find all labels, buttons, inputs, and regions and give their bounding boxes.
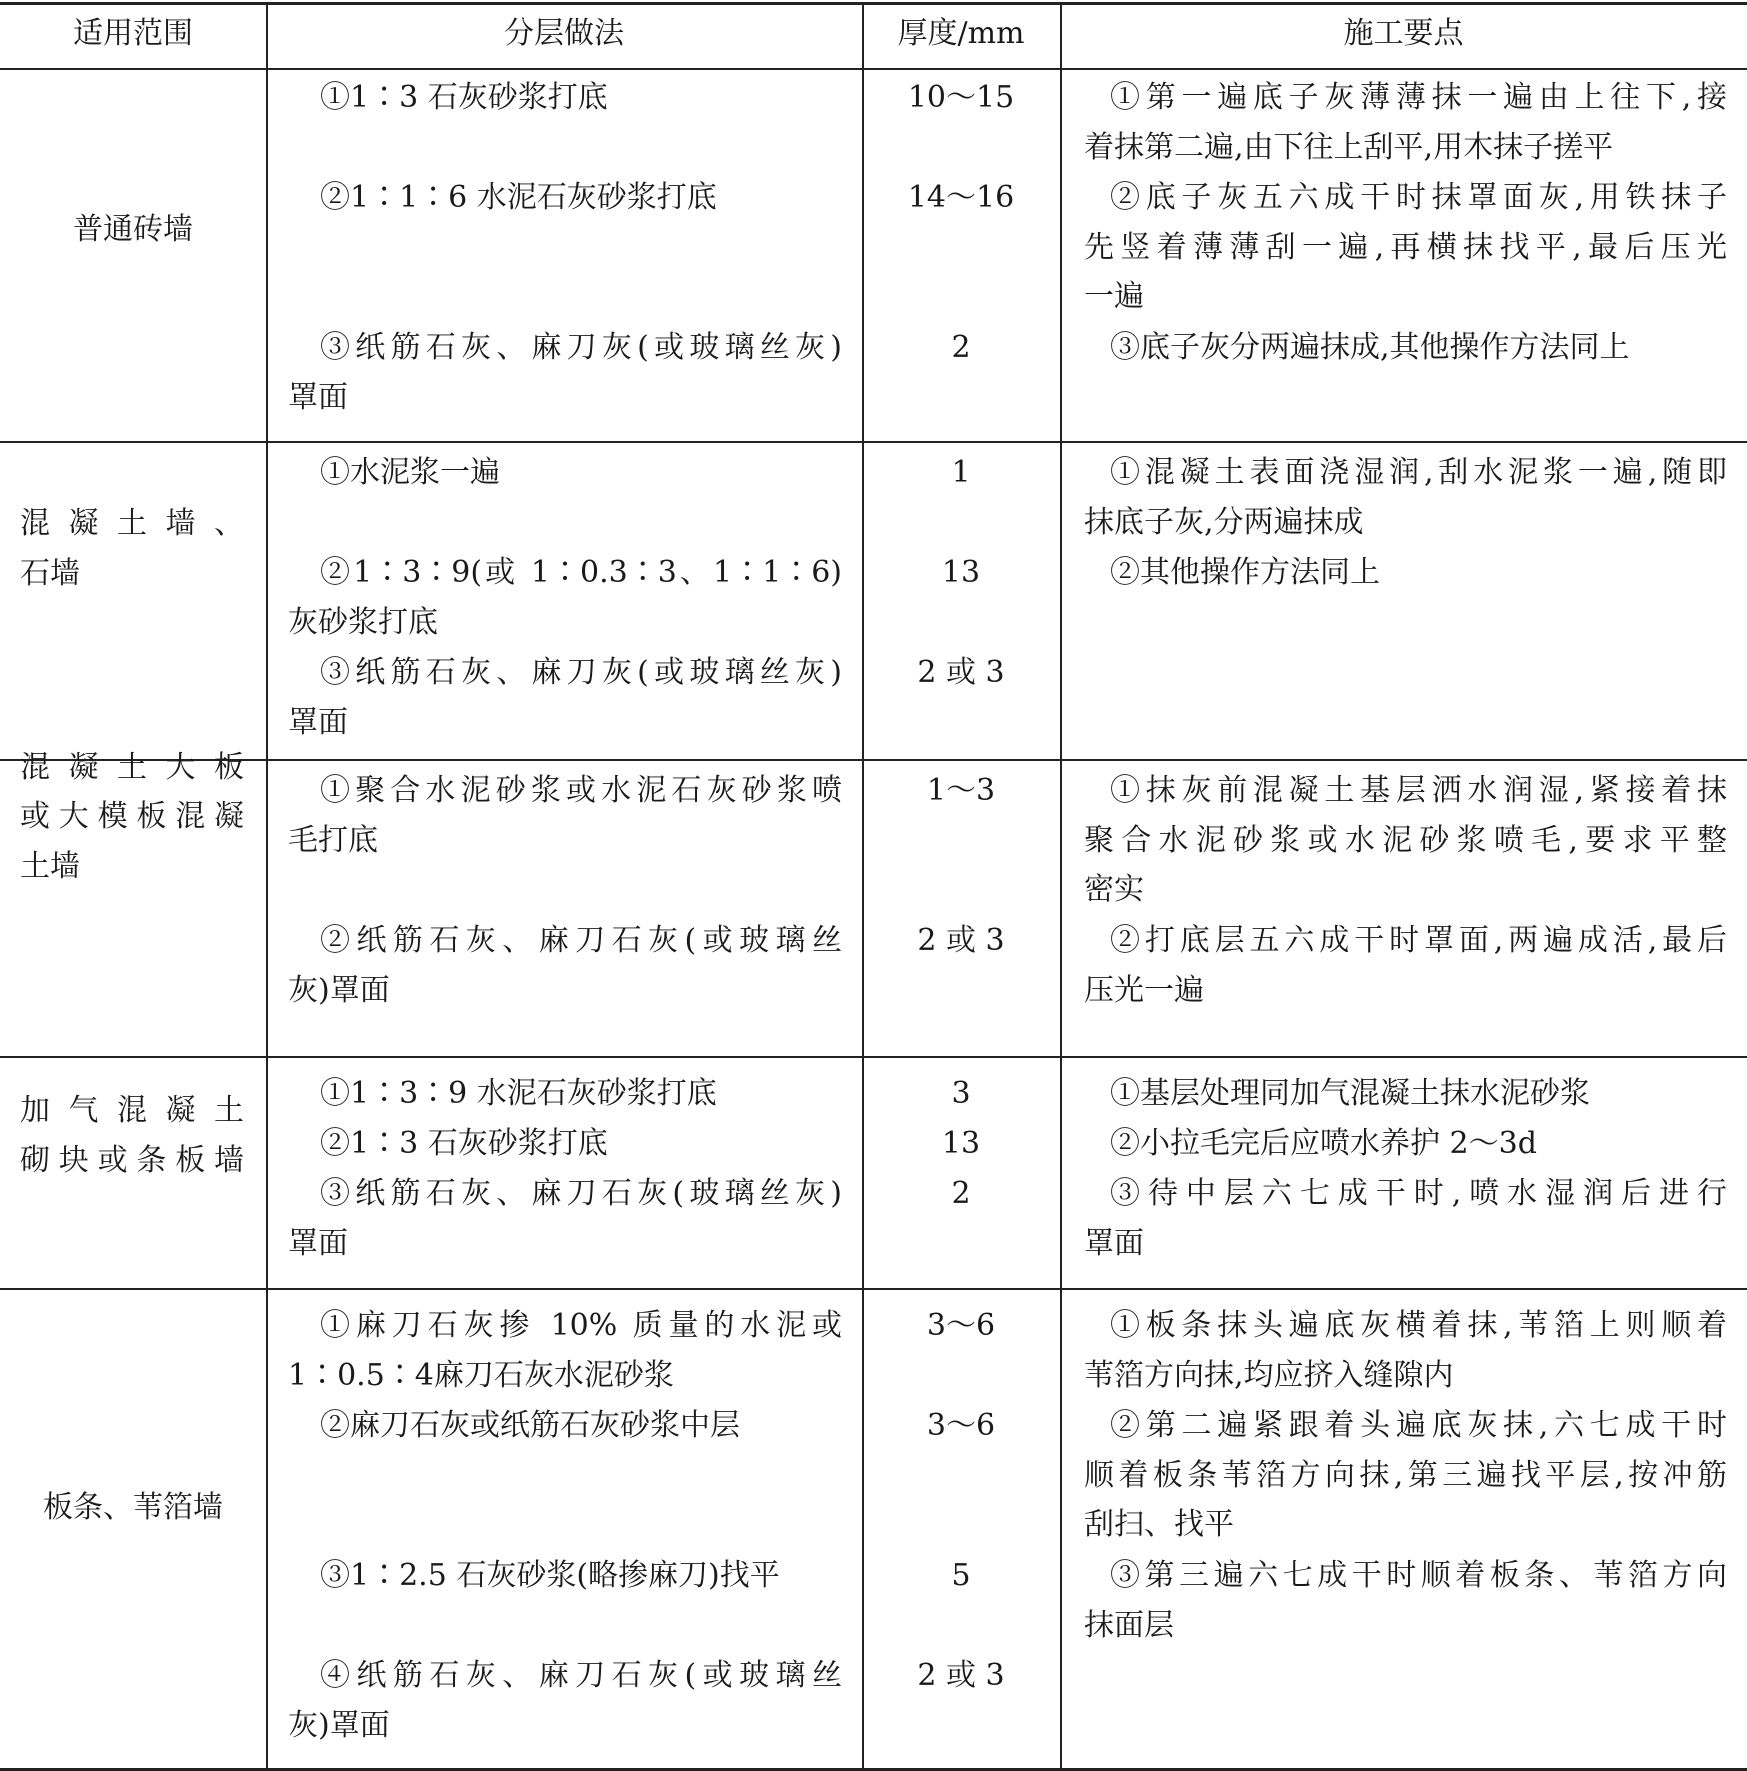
point-text: ③待中层六七成干时,喷水湿润后进行 — [1110, 1176, 1727, 1211]
point-text: 压光一遍 — [1084, 972, 1204, 1008]
layer-text: ①麻刀石灰掺 10% 质量的水泥或 — [320, 1308, 842, 1343]
point-text: 苇箔方向抹,均应挤入缝隙内 — [1084, 1357, 1454, 1393]
point-text: ③第三遍六七成干时顺着板条、苇箔方向 — [1110, 1558, 1727, 1593]
table-rule — [0, 1056, 1747, 1058]
point-text: ①基层处理同加气混凝土抹水泥砂浆 — [1110, 1076, 1590, 1111]
layer-text: ①1∶3∶9 水泥石灰砂浆打底 — [320, 1076, 717, 1111]
thickness-value: 1 — [951, 455, 971, 490]
layer-text: ②1∶1∶6 水泥石灰砂浆打底 — [320, 180, 717, 215]
layer-text: ①1∶3 石灰砂浆打底 — [320, 80, 608, 115]
layer-text: 1∶0.5∶4麻刀石灰水泥砂浆 — [288, 1357, 674, 1393]
layer-text: ③纸筋石灰、麻刀灰(或玻璃丝灰) — [320, 655, 842, 690]
thickness-value: 3～6 — [926, 1308, 996, 1343]
scope-text: 普通砖墙 — [73, 212, 193, 247]
scope-text: 混凝土墙、 — [20, 506, 244, 542]
scope-text: 混凝土大板 — [20, 749, 244, 785]
point-text: ①抹灰前混凝土基层洒水润湿,紧接着抹 — [1110, 773, 1727, 808]
point-text: ①第一遍底子灰薄薄抹一遍由上往下,接 — [1110, 80, 1727, 115]
thickness-value: 5 — [951, 1558, 971, 1593]
table-rule — [0, 759, 1747, 761]
table-rule — [0, 68, 1747, 70]
layer-text: ③1∶2.5 石灰砂浆(略掺麻刀)找平 — [320, 1558, 780, 1593]
point-text: 着抹第二遍,由下往上刮平,用木抹子搓平 — [1084, 129, 1614, 165]
layer-text: 灰)罩面 — [288, 972, 390, 1008]
point-text: 抹面层 — [1084, 1607, 1174, 1643]
header-cell-3: 施工要点 — [1343, 16, 1464, 51]
layer-text: ②麻刀石灰或纸筋石灰砂浆中层 — [320, 1408, 740, 1443]
thickness-value: 1～3 — [926, 773, 996, 808]
point-text: ②底子灰五六成干时抹罩面灰,用铁抹子 — [1110, 180, 1727, 215]
column-divider — [862, 2, 864, 1768]
point-text: 一遍 — [1084, 279, 1144, 314]
thickness-value: 13 — [941, 555, 981, 590]
point-text: ②打底层五六成干时罩面,两遍成活,最后 — [1110, 923, 1727, 958]
thickness-value: 2 或 3 — [917, 655, 1005, 690]
point-text: ③底子灰分两遍抹成,其他操作方法同上 — [1110, 330, 1630, 365]
point-text: 聚合水泥砂浆或水泥砂浆喷毛,要求平整 — [1084, 822, 1727, 858]
header-cell-2: 厚度/mm — [897, 16, 1025, 51]
thickness-value: 2 或 3 — [917, 1658, 1005, 1693]
header-cell-1: 分层做法 — [504, 16, 624, 51]
scope-text: 板条、苇箔墙 — [43, 1490, 223, 1525]
layer-text: ①水泥浆一遍 — [320, 455, 500, 490]
layer-text: 罩面 — [288, 704, 348, 740]
point-text: 顺着板条苇箔方向抹,第三遍找平层,按冲筋 — [1084, 1457, 1727, 1493]
thickness-value: 2 — [951, 1176, 971, 1211]
scope-text: 或大模板混凝 — [20, 799, 244, 834]
point-text: ①板条抹头遍底灰横着抹,苇箔上则顺着 — [1110, 1308, 1727, 1343]
layer-text: ③纸筋石灰、麻刀石灰(玻璃丝灰) — [320, 1176, 842, 1211]
point-text: 罩面 — [1084, 1225, 1144, 1261]
layer-text: ④纸筋石灰、麻刀石灰(或玻璃丝 — [320, 1658, 842, 1693]
layer-text: ③纸筋石灰、麻刀灰(或玻璃丝灰) — [320, 330, 842, 365]
thickness-value: 14～16 — [907, 180, 1015, 215]
point-text: ①混凝土表面浇湿润,刮水泥浆一遍,随即 — [1110, 455, 1727, 490]
point-text: ②小拉毛完后应喷水养护 2～3d — [1110, 1126, 1537, 1161]
thickness-value: 2 — [951, 330, 971, 365]
scope-text: 石墙 — [20, 555, 80, 591]
table-rule — [0, 1288, 1747, 1290]
point-text: 刮扫、找平 — [1084, 1507, 1234, 1542]
point-text: 抹底子灰,分两遍抹成 — [1084, 504, 1364, 540]
thickness-value: 2 或 3 — [917, 923, 1005, 958]
column-divider — [266, 2, 268, 1768]
table-rule — [0, 441, 1747, 443]
thickness-value: 3 — [951, 1076, 971, 1111]
header-cell-0: 适用范围 — [73, 16, 193, 51]
point-text: 先竖着薄薄刮一遍,再横抹找平,最后压光 — [1084, 229, 1727, 265]
column-divider — [1060, 2, 1062, 1768]
layer-text: ②纸筋石灰、麻刀石灰(或玻璃丝 — [320, 923, 842, 958]
point-text: ②第二遍紧跟着头遍底灰抹,六七成干时 — [1110, 1408, 1727, 1443]
layer-text: ②1∶3∶9(或 1∶0.3∶3、1∶1∶6) — [320, 555, 842, 590]
scope-text: 加气混凝土 — [20, 1093, 244, 1129]
point-text: ②其他操作方法同上 — [1110, 555, 1380, 590]
layer-text: ①聚合水泥砂浆或水泥石灰砂浆喷 — [320, 773, 842, 808]
table-rule — [0, 2, 1747, 5]
layer-text: 灰)罩面 — [288, 1707, 390, 1743]
scope-text: 砌块或条板墙 — [20, 1142, 244, 1178]
scope-text: 土墙 — [20, 848, 80, 884]
point-text: 密实 — [1084, 872, 1144, 907]
layer-text: 毛打底 — [288, 822, 378, 858]
thickness-value: 13 — [941, 1126, 981, 1161]
thickness-value: 10～15 — [907, 80, 1015, 115]
layer-text: ②1∶3 石灰砂浆打底 — [320, 1126, 608, 1161]
layer-text: 罩面 — [288, 1225, 348, 1261]
layer-text: 罩面 — [288, 379, 348, 415]
layer-text: 灰砂浆打底 — [288, 604, 438, 640]
thickness-value: 3～6 — [926, 1408, 996, 1443]
